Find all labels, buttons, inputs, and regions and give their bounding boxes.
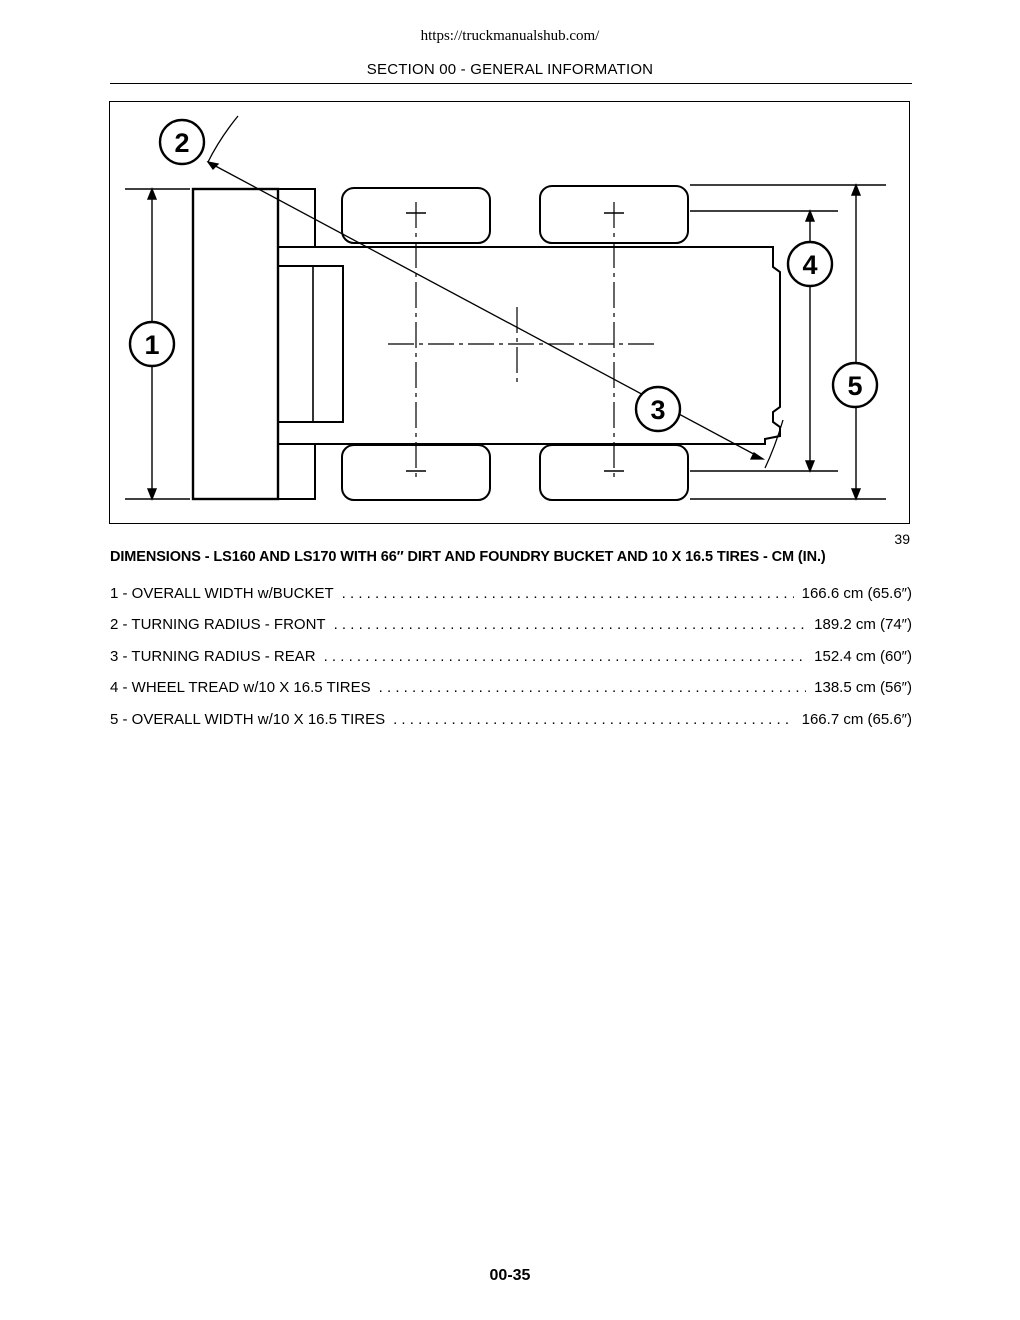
skid-steer-top-view (110, 102, 911, 525)
dimension-label: 5 - OVERALL WIDTH w/10 X 16.5 TIRES (110, 710, 386, 728)
chassis-outline (278, 247, 780, 444)
dimension-row-1 (110, 585, 912, 616)
turning-radius-lines (208, 116, 783, 468)
leader-dots (379, 679, 806, 696)
dimension-row-3 (110, 648, 912, 679)
leader-dots (324, 648, 807, 665)
dimension-line-5 (690, 185, 886, 499)
dimension-value: 166.6 cm (65.6″) (801, 585, 912, 602)
dimension-list (110, 585, 912, 742)
dimension-row-5 (110, 711, 912, 742)
section-title: SECTION 00 - GENERAL INFORMATION (366, 61, 654, 78)
dimension-value: 138.5 cm (56″) (814, 679, 912, 697)
leader-dots (334, 616, 807, 633)
cab-outline (278, 266, 343, 422)
dimension-row-4 (110, 679, 912, 710)
leader-dots (393, 711, 794, 728)
arm-bracket-bottom (278, 444, 315, 499)
arm-bracket-top (278, 189, 315, 247)
callout-label-2: 2 (174, 128, 190, 158)
dimension-label: 2 - TURNING RADIUS - FRONT (110, 616, 326, 634)
dimension-label: 3 - TURNING RADIUS - REAR (110, 647, 316, 665)
source-url[interactable]: https://truckmanualshub.com/ (420, 28, 600, 44)
leader-dots (342, 585, 794, 602)
page-number: 00-35 (489, 1267, 531, 1284)
callout-circles (130, 120, 877, 431)
dimension-label: 4 - WHEEL TREAD w/10 X 16.5 TIRES (110, 679, 371, 697)
dimension-label: 1 - OVERALL WIDTH w/BUCKET (110, 585, 334, 602)
dimension-row-2 (110, 616, 912, 647)
dimension-value: 189.2 cm (74″) (814, 616, 912, 634)
callout-label-3: 3 (650, 395, 666, 425)
dimension-diagram (109, 101, 910, 524)
wheel-center-marks (406, 213, 624, 471)
figure-caption: DIMENSIONS - LS160 AND LS170 WITH 66″ DIRT AND FOUNDRY BUCKET AND 10 X 16.5 TIRES - CM (IN.) (110, 549, 826, 565)
bucket-outline (193, 189, 278, 499)
callout-label-4: 4 (802, 250, 818, 280)
callout-label-1: 1 (144, 330, 160, 360)
callout-label-5: 5 (847, 371, 863, 401)
dimension-value: 166.7 cm (65.6″) (801, 710, 912, 728)
figure-number: 39 (894, 531, 910, 547)
header-divider (110, 83, 912, 84)
dimension-value: 152.4 cm (60″) (814, 647, 912, 665)
